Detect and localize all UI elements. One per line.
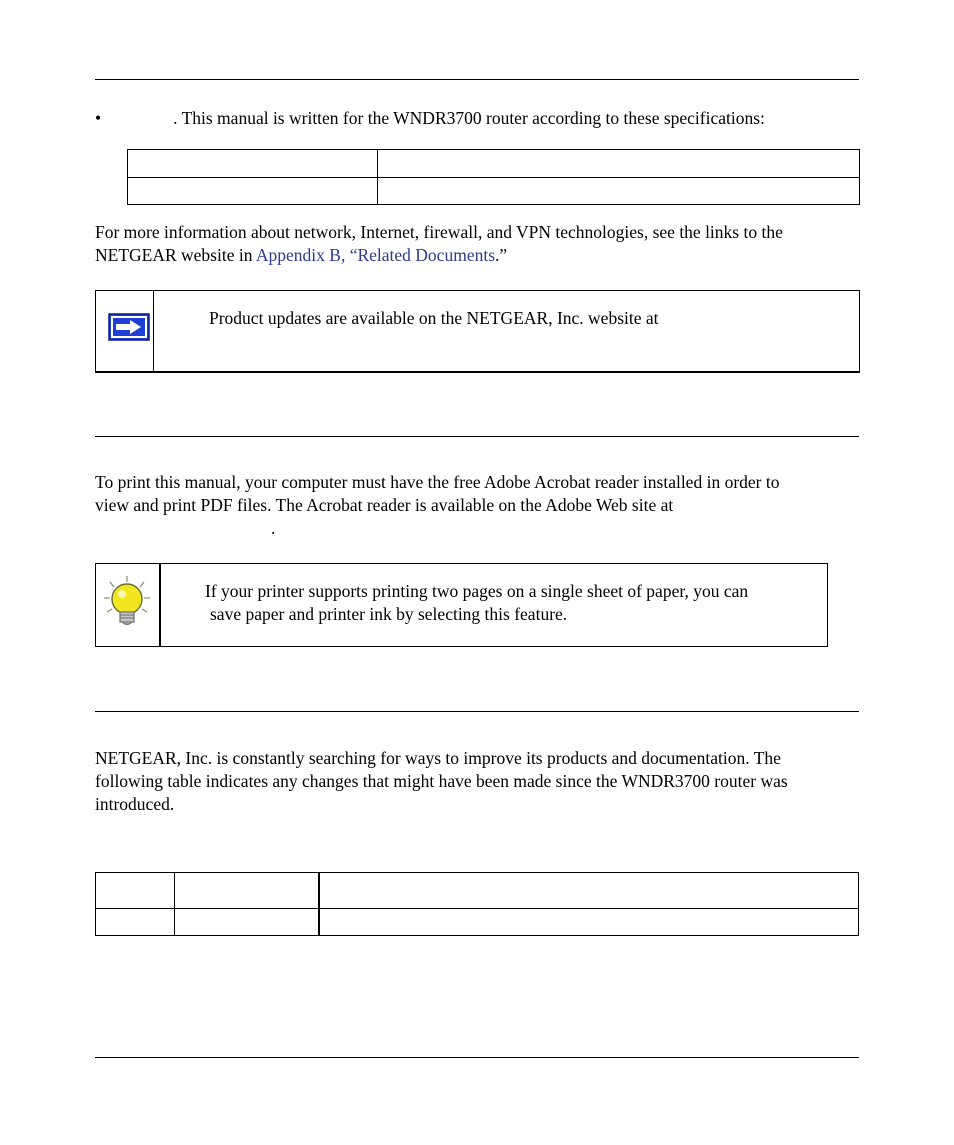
table-row	[128, 178, 860, 205]
note-box	[95, 290, 860, 373]
appendix-b-link[interactable]: Appendix B, “Related Documents	[255, 245, 496, 265]
section-rule-revisions	[95, 711, 859, 712]
spec-sentence	[95, 107, 865, 130]
tip-text	[205, 580, 748, 626]
table-cell	[128, 178, 378, 205]
tip-line-1: If your printer supports printing two pages on a single sheet of paper, you can	[205, 581, 749, 601]
table-cell	[319, 909, 859, 936]
table-cell	[96, 873, 175, 909]
revision-line-2: following table indicates any changes that might have been made since the WNDR3700 router was	[95, 771, 788, 791]
info-paragraph	[95, 221, 865, 267]
print-line-3-period: .	[271, 518, 276, 538]
revision-line-3: introduced.	[95, 794, 175, 814]
tip-line-2: save paper and printer ink by selecting this feature.	[210, 604, 568, 624]
table-cell	[378, 150, 860, 178]
table-row	[96, 909, 859, 936]
spec-table	[127, 149, 860, 205]
print-paragraph	[95, 471, 865, 540]
table-cell	[128, 150, 378, 178]
info-line-2	[95, 244, 865, 267]
tip-box	[95, 563, 828, 647]
table-cell	[175, 873, 320, 909]
arrow-right-icon	[108, 313, 150, 341]
print-line-2: view and print PDF files. The Acrobat reader is available on the Adobe Web site at	[95, 495, 674, 515]
table-cell	[96, 909, 175, 936]
tip-icon-cell	[96, 564, 161, 646]
table-cell	[175, 909, 320, 936]
note-icon-cell	[96, 291, 154, 371]
table-cell	[319, 873, 859, 909]
section-rule-print	[95, 436, 859, 437]
info-line-2-prefix: NETGEAR website in	[95, 245, 256, 265]
print-line-3	[95, 517, 865, 540]
revision-paragraph	[95, 747, 865, 816]
table-row	[96, 873, 859, 909]
spec-text: . This manual is written for the WNDR3700 router according to these specifications:	[173, 108, 765, 128]
info-line-2-suffix: .”	[495, 245, 508, 265]
top-rule	[95, 79, 859, 80]
revision-table	[95, 872, 859, 936]
print-line-1: To print this manual, your computer must have the free Adobe Acrobat reader installed in order to	[95, 472, 780, 492]
note-text: Product updates are available on the NETGEAR, Inc. website at	[209, 308, 659, 328]
lightbulb-icon	[100, 574, 154, 634]
table-cell	[378, 178, 860, 205]
bottom-rule	[95, 1057, 859, 1058]
table-row	[128, 150, 860, 178]
info-line-1: For more information about network, Internet, firewall, and VPN technologies, see the links to the	[95, 222, 783, 242]
revision-line-1: NETGEAR, Inc. is constantly searching for ways to improve its products and documentation. The	[95, 748, 781, 768]
bullet: •	[95, 108, 102, 128]
